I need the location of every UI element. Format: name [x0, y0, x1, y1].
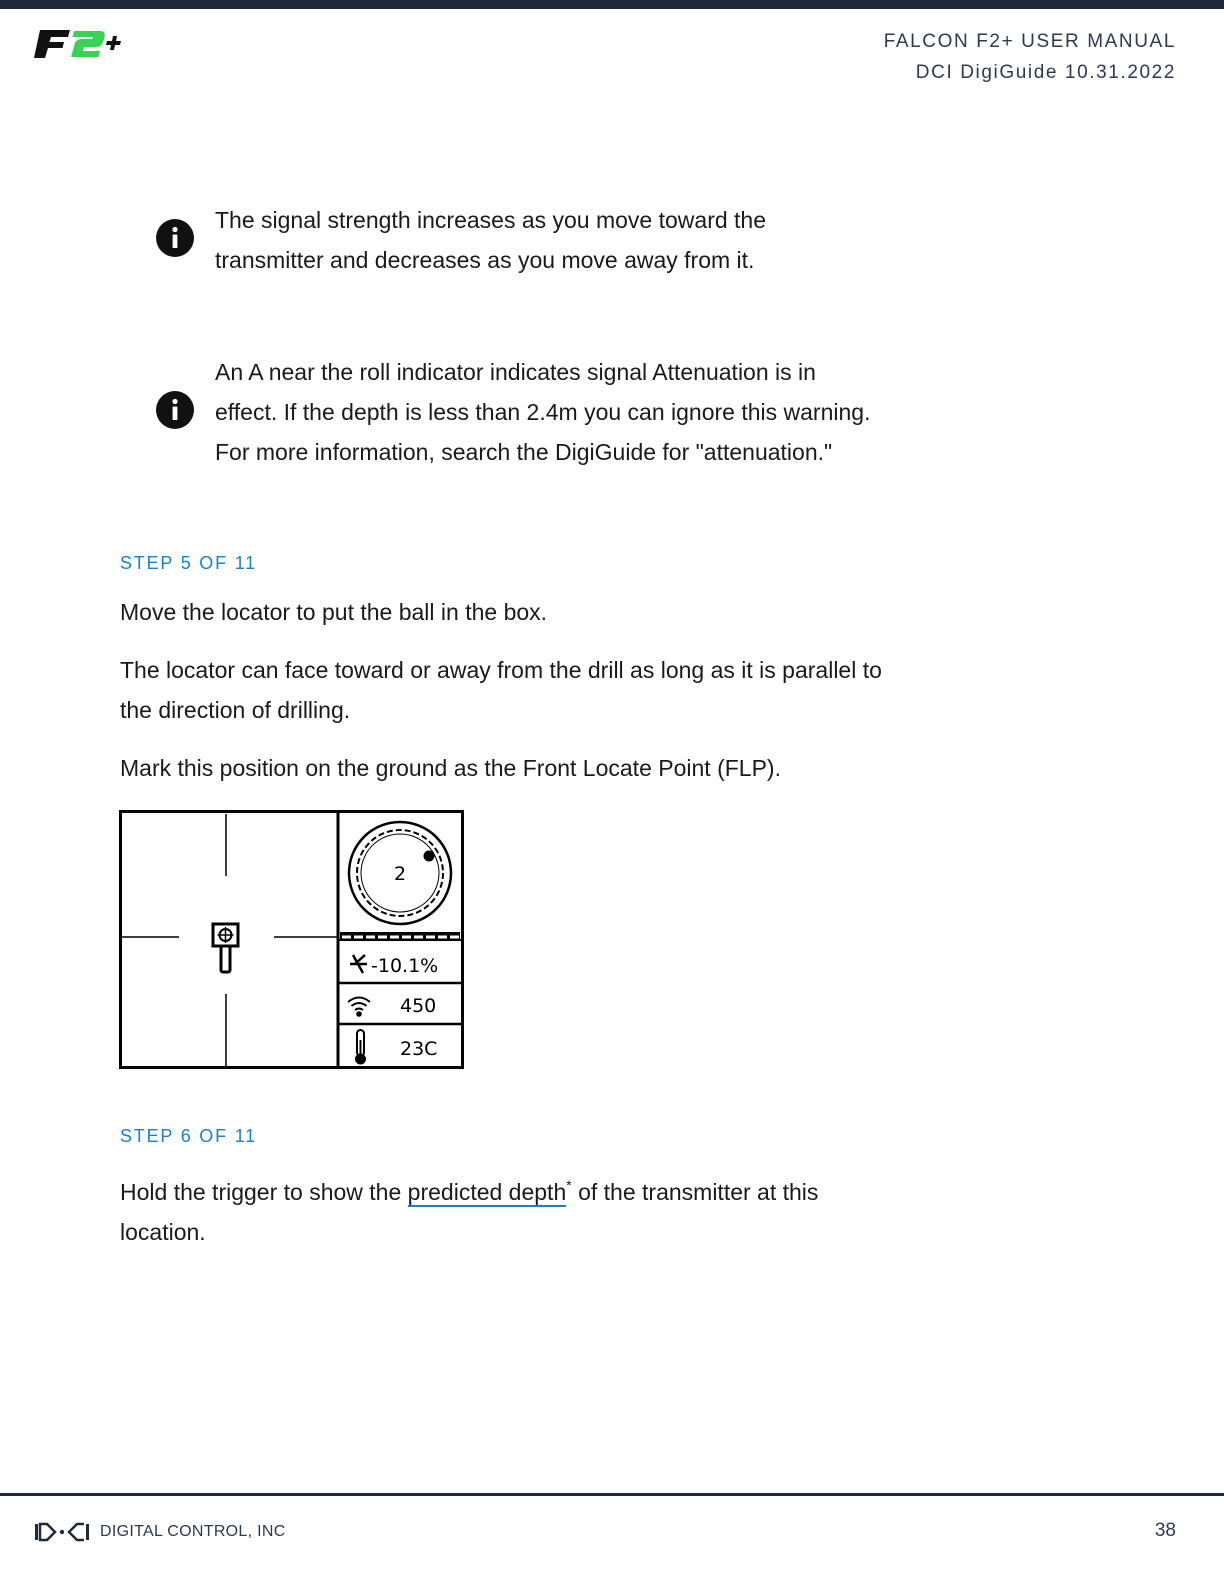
note-line: An A near the roll indicator indicates signal Attenuation is in — [215, 359, 816, 385]
signal-value: 450 — [400, 995, 437, 1017]
paragraph-line: the direction of drilling. — [120, 697, 351, 723]
guide-version: DCI DigiGuide 10.31.2022 — [915, 62, 1176, 83]
text-run: Hold the trigger to show the — [120, 1179, 408, 1205]
roll-ball — [424, 851, 435, 862]
manual-title: FALCON F2+ USER MANUAL — [883, 31, 1176, 52]
predicted-depth-link[interactable]: predicted depth — [407, 1179, 567, 1205]
note-line: effect. If the depth is less than 2.4m you can ignore this warning. — [215, 399, 871, 425]
step-6-label: STEP 6 OF 11 — [120, 1126, 257, 1146]
roll-value: 2 — [393, 863, 407, 885]
paragraph-line: The locator can face toward or away from the drill as long as it is parallel to — [120, 657, 882, 683]
step-5-instruction: Move the locator to put the ball in the box. — [120, 599, 548, 625]
company-name: DIGITAL CONTROL, INC — [100, 1523, 286, 1540]
footer-rule — [0, 1493, 1224, 1496]
note-line: transmitter and decreases as you move away from it. — [215, 247, 755, 273]
note-line: The signal strength increases as you move toward the — [215, 207, 767, 233]
locator-screen — [119, 810, 465, 1070]
footnote-mark: * — [566, 1177, 572, 1193]
paragraph-line: location. — [120, 1219, 206, 1245]
info-icon — [156, 391, 194, 429]
temperature-value: 23C — [400, 1038, 438, 1060]
pitch-value: -10.1% — [371, 955, 439, 977]
text-run: of the transmitter at this — [571, 1179, 819, 1205]
note-line: For more information, search the DigiGuide for "attenuation." — [215, 439, 833, 465]
f2-plus-logo — [34, 22, 126, 62]
step-6-instruction — [120, 1165, 920, 1252]
step-5-orientation-note — [120, 650, 920, 730]
step-5-label: STEP 5 OF 11 — [120, 553, 257, 573]
top-bar — [0, 0, 1224, 9]
info-icon — [156, 219, 194, 257]
page-number: 38 — [1154, 1520, 1176, 1541]
step-5-mark-flp: Mark this position on the ground as the Front Locate Point (FLP). — [120, 755, 781, 781]
paragraph-line — [120, 1165, 920, 1212]
dci-logo — [34, 1522, 90, 1542]
